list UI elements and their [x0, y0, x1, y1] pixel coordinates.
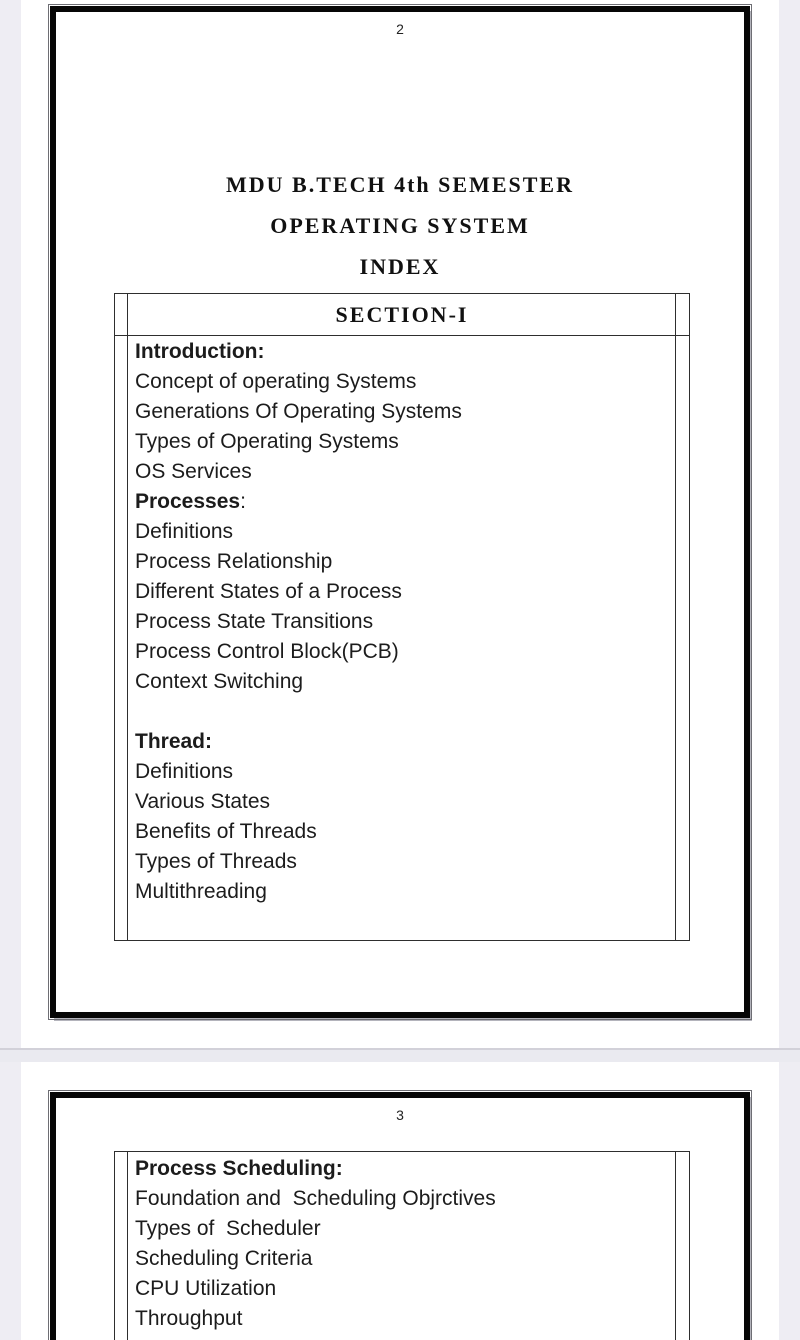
index-row: Types of Operating Systems — [135, 430, 399, 453]
document-title-line: INDEX — [359, 254, 441, 279]
page-3-border-frame — [50, 1092, 750, 1340]
index-row: Throughput — [135, 1307, 243, 1330]
index-row: Thread: — [135, 730, 213, 753]
index-table-scheduling — [114, 1151, 690, 1340]
index-row: Various States — [135, 790, 271, 813]
index-row: CPU Utilization — [135, 1277, 277, 1300]
index-row: Types of Scheduler — [135, 1217, 321, 1240]
document-title-block — [56, 164, 744, 287]
index-row: Definitions — [135, 520, 234, 543]
index-row: Process State Transitions — [135, 610, 374, 633]
table-left-gutter-line — [127, 1152, 128, 1340]
index-row — [135, 697, 669, 727]
table-right-gutter-line — [675, 294, 676, 940]
document-title-line: MDU B.TECH 4th SEMESTER — [226, 172, 574, 197]
index-row: Process Relationship — [135, 550, 333, 573]
page-gap-divider — [0, 1048, 800, 1062]
index-table-body — [115, 336, 689, 907]
index-row: Introduction: — [135, 340, 265, 363]
index-row: Different States of a Process — [135, 580, 402, 603]
section-header: SECTION-I — [115, 294, 689, 336]
index-row: Scheduling Criteria — [135, 1247, 313, 1270]
index-row: Processes: — [135, 490, 246, 513]
index-table-section1 — [114, 293, 690, 941]
table-right-gutter-line — [675, 1152, 676, 1340]
index-row: Context Switching — [135, 670, 304, 693]
document-title-line: OPERATING SYSTEM — [270, 213, 530, 238]
page-3-card — [21, 1062, 779, 1340]
index-row: Multithreading — [135, 880, 267, 903]
index-row: OS Services — [135, 460, 252, 483]
table-left-gutter-line — [127, 294, 128, 940]
page-2-card — [21, 0, 779, 1048]
page-2-border-frame — [50, 6, 750, 1018]
index-row: Foundation and Scheduling Objrctives — [135, 1187, 496, 1210]
page-2-number: 2 — [396, 21, 404, 37]
index-row: Generations Of Operating Systems — [135, 400, 462, 423]
index-row: Types of Threads — [135, 850, 297, 873]
index-row: Concept of operating Systems — [135, 370, 417, 393]
index-row: Benefits of Threads — [135, 820, 317, 843]
page-3-number: 3 — [396, 1107, 404, 1123]
index-row: Process Control Block(PCB) — [135, 640, 399, 663]
index-row: Process Scheduling: — [135, 1157, 343, 1180]
index-row: Definitions — [135, 760, 234, 783]
index-table-body — [115, 1152, 689, 1334]
